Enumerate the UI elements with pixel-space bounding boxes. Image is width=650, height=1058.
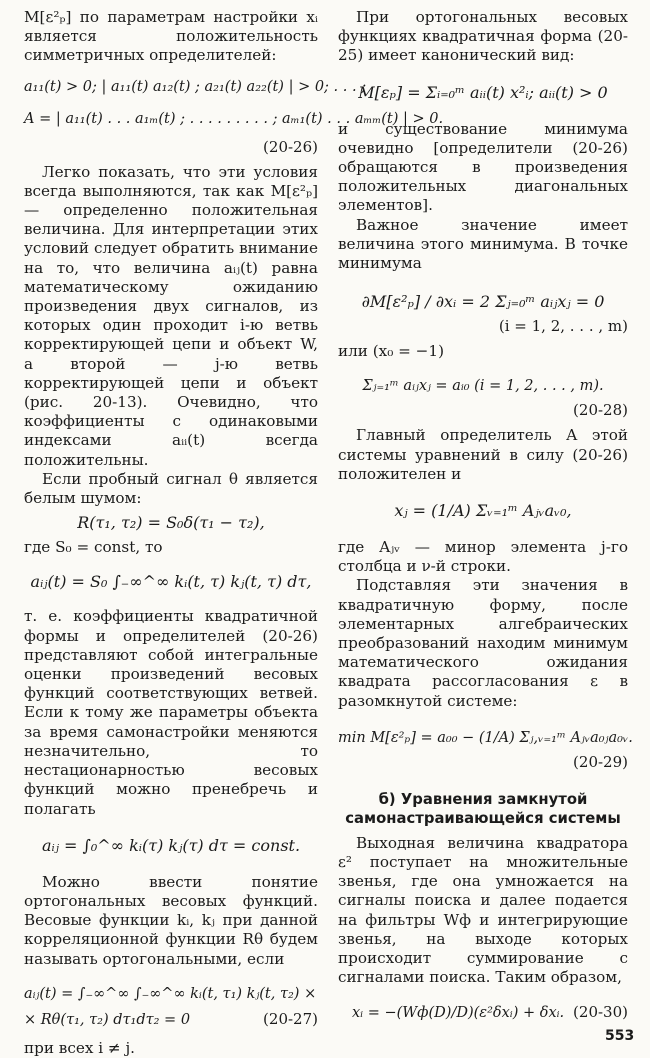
equation-correlation: R(τ₁, τ₂) = S₀δ(τ₁ − τ₂),: [77, 513, 265, 533]
equation-determinant: A = | a₁₁(t) . . . a₁ₘ(t) ; . . . . . . . . . ; aₘ₁(t) . . . aₘₘ(t) | > 0.: [24, 110, 444, 127]
paragraph: где Aⱼᵥ — минор элемента j-го столбца и ν-й строки.: [338, 538, 628, 576]
page-number: 553: [605, 1028, 635, 1044]
paragraph: где S₀ = const, то: [24, 538, 163, 557]
paragraph: при всех i ≠ j.: [24, 1038, 136, 1057]
paragraph: и существование минимума очевидно [определители (20-26) обращаются в произведения положительных диагональных элементов].: [338, 119, 628, 215]
equation-orthogonal-b: × Rθ(τ₁, τ₂) dτ₁dτ₂ = 0: [24, 1011, 191, 1028]
equation-orthogonal-a: aᵢⱼ(t) = ∫₋∞^∞ ∫₋∞^∞ kᵢ(t, τ₁) kⱼ(t, τ₂) ×: [24, 985, 317, 1002]
equation-aij-const: aᵢⱼ = ∫₀^∞ kᵢ(τ) kⱼ(τ) dτ = const.: [41, 835, 301, 855]
paragraph: или (x₀ = −1): [338, 342, 444, 361]
paragraph: При ортогональных весовых функциях квадратичная форма (20-25) имеет канонический вид:: [338, 8, 628, 65]
paragraph: Важное значение имеет величина этого минимума. В точке минимума: [338, 215, 628, 273]
equation-number: (20-28): [573, 401, 628, 420]
paragraph: M[ε²ₚ] по параметрам настройки xᵢ является положительность симметричных определителей:: [24, 8, 318, 65]
equation-min: min M[ε²ₚ] = a₀₀ − (1/A) Σⱼ,ᵥ₌₁ᵐ Aⱼᵥa₀ⱼa₀ᵥ.: [338, 729, 633, 746]
equation-aij-integral: aᵢⱼ(t) = S₀ ∫₋∞^∞ kᵢ(t, τ) kⱼ(t, τ) dτ,: [30, 572, 312, 592]
equation-canonical: M[εₚ] = Σᵢ₌₀ᵐ aᵢᵢ(t) x²ᵢ; aᵢᵢ(t) > 0: [358, 82, 608, 102]
equation-number: (20-26): [263, 137, 318, 156]
equation-range: (i = 1, 2, . . . , m): [498, 317, 628, 336]
paragraph: Легко показать, что эти условия всегда выполняются, так как M[ε²ₚ] — определенно положительная величина. Для интерпретации этих условий следует обратить внимание на то, что величина aᵢⱼ(t) равна математическому ожиданию произведения двух сигналов, из которых один проходит i-ю ветвь корректирующей цепи и объект W, а второй — j-ю ветвь корректирующей цепи и объект (рис. 20-13). Очевидно, что коэффициенты с одинаковыми индексами aᵢᵢ(t) всегда положительны.: [24, 162, 318, 469]
equation-xj: xⱼ = (1/A) Σᵥ₌₁ᵐ Aⱼᵥaᵥ₀,: [394, 501, 572, 521]
paragraph: т. е. коэффициенты квадратичной формы и определителей (20-26) представляют собой интегральные оценки произведений весовых функций соответствующих ветвей. Если к тому же параметры объекта за время самонастройки меняются незначительно, то нестационарностью весовых функций можно пренебречь и полагать: [24, 607, 318, 818]
paragraph: Выходная величина квадратора ε² поступает на множительные звенья, где она умножается на сигналы поиска и далее подается на фильтры Wф и интегрирующие звенья, на выходе которых происходит суммирование с сигналами поиска. Таким образом,: [338, 833, 628, 987]
equation-number: (20-30): [573, 1002, 628, 1021]
paragraph: Если пробный сигнал θ является белым шумом:: [24, 469, 318, 508]
equation-linear-system: Σⱼ₌₁ᵐ aᵢⱼxⱼ = aᵢ₀ (i = 1, 2, . . . , m).: [362, 378, 604, 395]
equation-xi: xᵢ = −(Wф(D)/D)(ε²δxᵢ) + δxᵢ.: [352, 1004, 565, 1021]
equation-number: (20-27): [263, 1009, 318, 1028]
equation-derivative: ∂M[ε²ₚ] / ∂xᵢ = 2 Σⱼ₌₀ᵐ aᵢⱼxⱼ = 0: [361, 292, 605, 312]
equation-number: (20-29): [573, 752, 628, 771]
right-column: [338, 8, 633, 1024]
paragraph: Главный определитель A этой системы уравнений в силу (20-26) положителен и: [338, 426, 628, 483]
paragraph: Подставляя эти значения в квадратичную форму, после элементарных алгебраических преобразований находим минимум математического ожидания квадрата рассогласования ε в разомкнутой системе:: [338, 576, 628, 710]
equation-minors: a₁₁(t) > 0; | a₁₁(t) a₁₂(t) ; a₂₁(t) a₂₂(t) | > 0; . . . ;: [24, 78, 367, 95]
paragraph: Можно ввести понятие ортогональных весовых функций. Весовые функции kᵢ, kⱼ при данной корреляционной функции Rθ будем называть ортогональными, если: [24, 872, 318, 968]
section-heading: б) Уравнения замкнутой самонастраивающейся системы: [345, 790, 621, 827]
